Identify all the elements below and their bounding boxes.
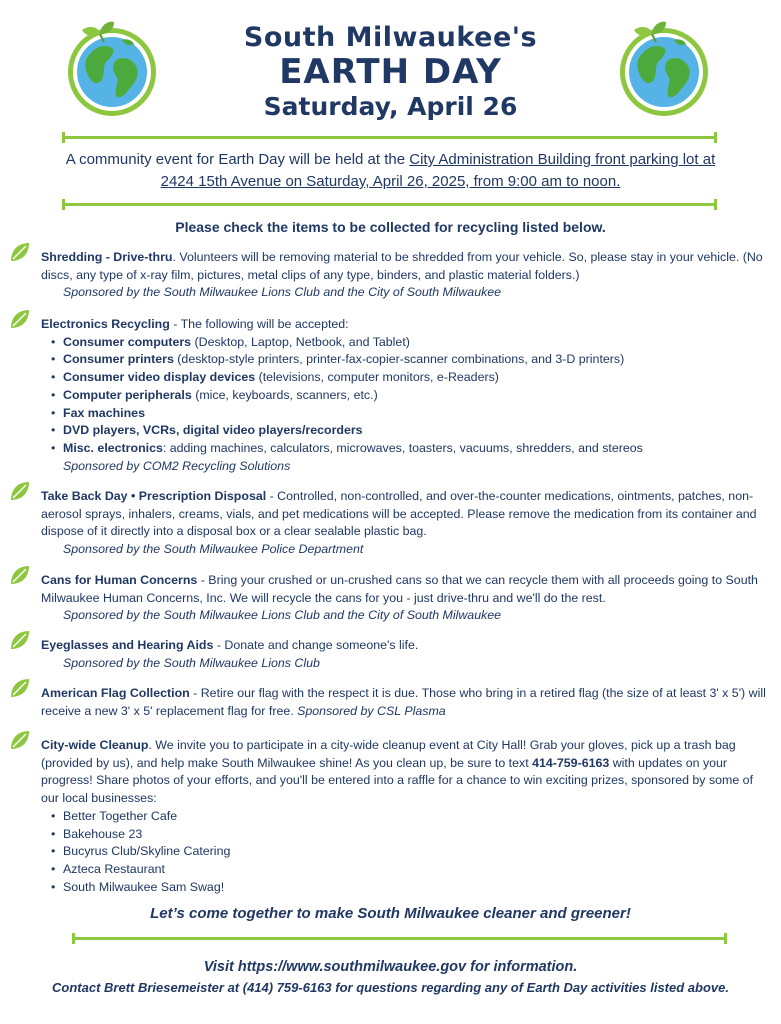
leaf-icon xyxy=(8,307,32,331)
section-body: . We invite you to participate in a city-wide cleanup event at City Hall! Grab your gloves, pick up a trash bag (provided by us), and help make South Milwaukee shine! As you clean up, be sure to text xyxy=(41,738,736,770)
section-body: - Donate and change someone's life. xyxy=(213,638,419,652)
list-item: • Better Together Cafe xyxy=(51,808,771,826)
sponsor-text: Sponsored by CSL Plasma xyxy=(297,703,446,718)
cans-section xyxy=(41,572,771,625)
title-line-3: Saturday, April 26 xyxy=(263,92,518,121)
leaf-icon xyxy=(8,728,32,752)
divider xyxy=(62,203,717,206)
takeback-section xyxy=(41,488,771,559)
section-title: American Flag Collection xyxy=(41,686,190,700)
flag-section xyxy=(41,685,771,720)
section-title: City-wide Cleanup xyxy=(41,738,149,752)
leaf-icon xyxy=(8,479,32,503)
contact-text: Contact Brett Briesemeister at (414) 759-6163 for questions regarding any of Earth Day activities listed above. xyxy=(52,980,729,995)
phone-number: 414-759-6163 xyxy=(532,755,610,770)
sponsor-text: Sponsored by the South Milwaukee Lions Club xyxy=(63,655,320,670)
section-body: . Volunteers will be removing material to be shredded from your vehicle. So, please stay in your vehicle. (No discs, any type of x-ray film, pictures, metal clips of any type, binders, and plastic material folders.) xyxy=(41,250,763,282)
sponsor-text: Sponsored by the South Milwaukee Police Department xyxy=(63,542,364,557)
list-item: • Bucyrus Club/Skyline Catering xyxy=(51,843,771,861)
sponsor-text: Sponsored by the South Milwaukee Lions Club and the City of South Milwaukee xyxy=(63,608,502,623)
list-item: • Azteca Restaurant xyxy=(51,861,771,879)
section-title: Cans for Human Concerns xyxy=(41,573,198,587)
eyeglasses-section xyxy=(41,637,771,672)
sponsor-text: Sponsored by COM2 Recycling Solutions xyxy=(63,458,291,473)
leaf-icon xyxy=(8,563,32,587)
leaf-icon xyxy=(8,240,32,264)
location-link-line1: City Administration Building front parking lot at xyxy=(409,151,716,168)
shredding-section xyxy=(41,249,771,302)
title-line-1: South Milwaukee's xyxy=(243,22,538,53)
list-item: • Consumer printers (desktop-style printers, printer-fax-copier-scanner combinations, and 3-D printers) xyxy=(51,351,771,369)
list-item: • Consumer computers (Desktop, Laptop, Netbook, and Tablet) xyxy=(51,334,771,352)
leaf-icon xyxy=(8,628,32,652)
divider xyxy=(72,937,727,940)
electronics-section xyxy=(41,316,771,475)
intro-paragraph xyxy=(20,149,761,193)
list-item: • DVD players, VCRs, digital video players/recorders xyxy=(51,422,771,440)
check-heading: Please check the items to be collected for recycling listed below. xyxy=(175,219,606,235)
list-item: • South Milwaukee Sam Swag! xyxy=(51,879,771,897)
list-item: • Misc. electronics: adding machines, calculators, microwaves, toasters, vacuums, shredders, and stereos xyxy=(51,440,771,458)
location-link-line2: 2424 15th Avenue on Saturday, April 26, 2025, from 9:00 am to noon. xyxy=(160,173,621,190)
list-item: • Computer peripherals (mice, keyboards, scanners, etc.) xyxy=(51,387,771,405)
section-body: with updates on your progress! Share photos of your efforts, and you'll be entered into a raffle for a chance to win exciting prizes, sponsored by some of our local businesses: xyxy=(41,755,754,806)
visit-website-text: Visit https://www.southmilwaukee.gov for information. xyxy=(203,959,578,975)
list-item: • Fax machines xyxy=(51,405,771,423)
section-body: - Retire our flag with the respect it is due. Those who bring in a retired flag (the size of at least 3' x 5') will receive a new 3' x 5' replacement flag for free. xyxy=(41,686,766,718)
divider xyxy=(62,136,717,139)
section-body: - The following will be accepted: xyxy=(169,317,349,331)
intro-text: A community event for Earth Day will be held at the xyxy=(65,151,410,168)
list-item: • Consumer video display devices (televisions, computer monitors, e-Readers) xyxy=(51,369,771,387)
closing-message: Let’s come together to make South Milwaukee cleaner and greener! xyxy=(150,905,631,922)
section-title: Electronics Recycling xyxy=(41,317,170,331)
section-title: Take Back Day • Prescription Disposal xyxy=(41,489,267,503)
list-item: • Bakehouse 23 xyxy=(51,826,771,844)
section-title: Shredding - Drive-thru xyxy=(41,250,173,264)
cleanup-section xyxy=(41,737,771,896)
section-body: - Controlled, non-controlled, and over-the-counter medications, ointments, patches, non-aerosol sprays, inhalers, creams, vials, and pet medications will be accepted. Please remove the medication from its container and dispose of it directly into a disposal box or a clear sealable plastic bag. xyxy=(41,489,757,539)
section-body: - Bring your crushed or un-crushed cans so that we can recycle them with all proceeds going to South Milwaukee Human Concerns, Inc. We will recycle the cans for you - just drive-thru and we'll do the rest. xyxy=(41,573,758,605)
leaf-icon xyxy=(8,676,32,700)
section-title: Eyeglasses and Hearing Aids xyxy=(41,638,214,652)
electronics-list xyxy=(41,334,771,458)
title-line-2: EARTH DAY xyxy=(279,52,502,92)
sponsor-text: Sponsored by the South Milwaukee Lions Club and the City of South Milwaukee xyxy=(63,285,502,300)
business-list xyxy=(41,808,771,897)
